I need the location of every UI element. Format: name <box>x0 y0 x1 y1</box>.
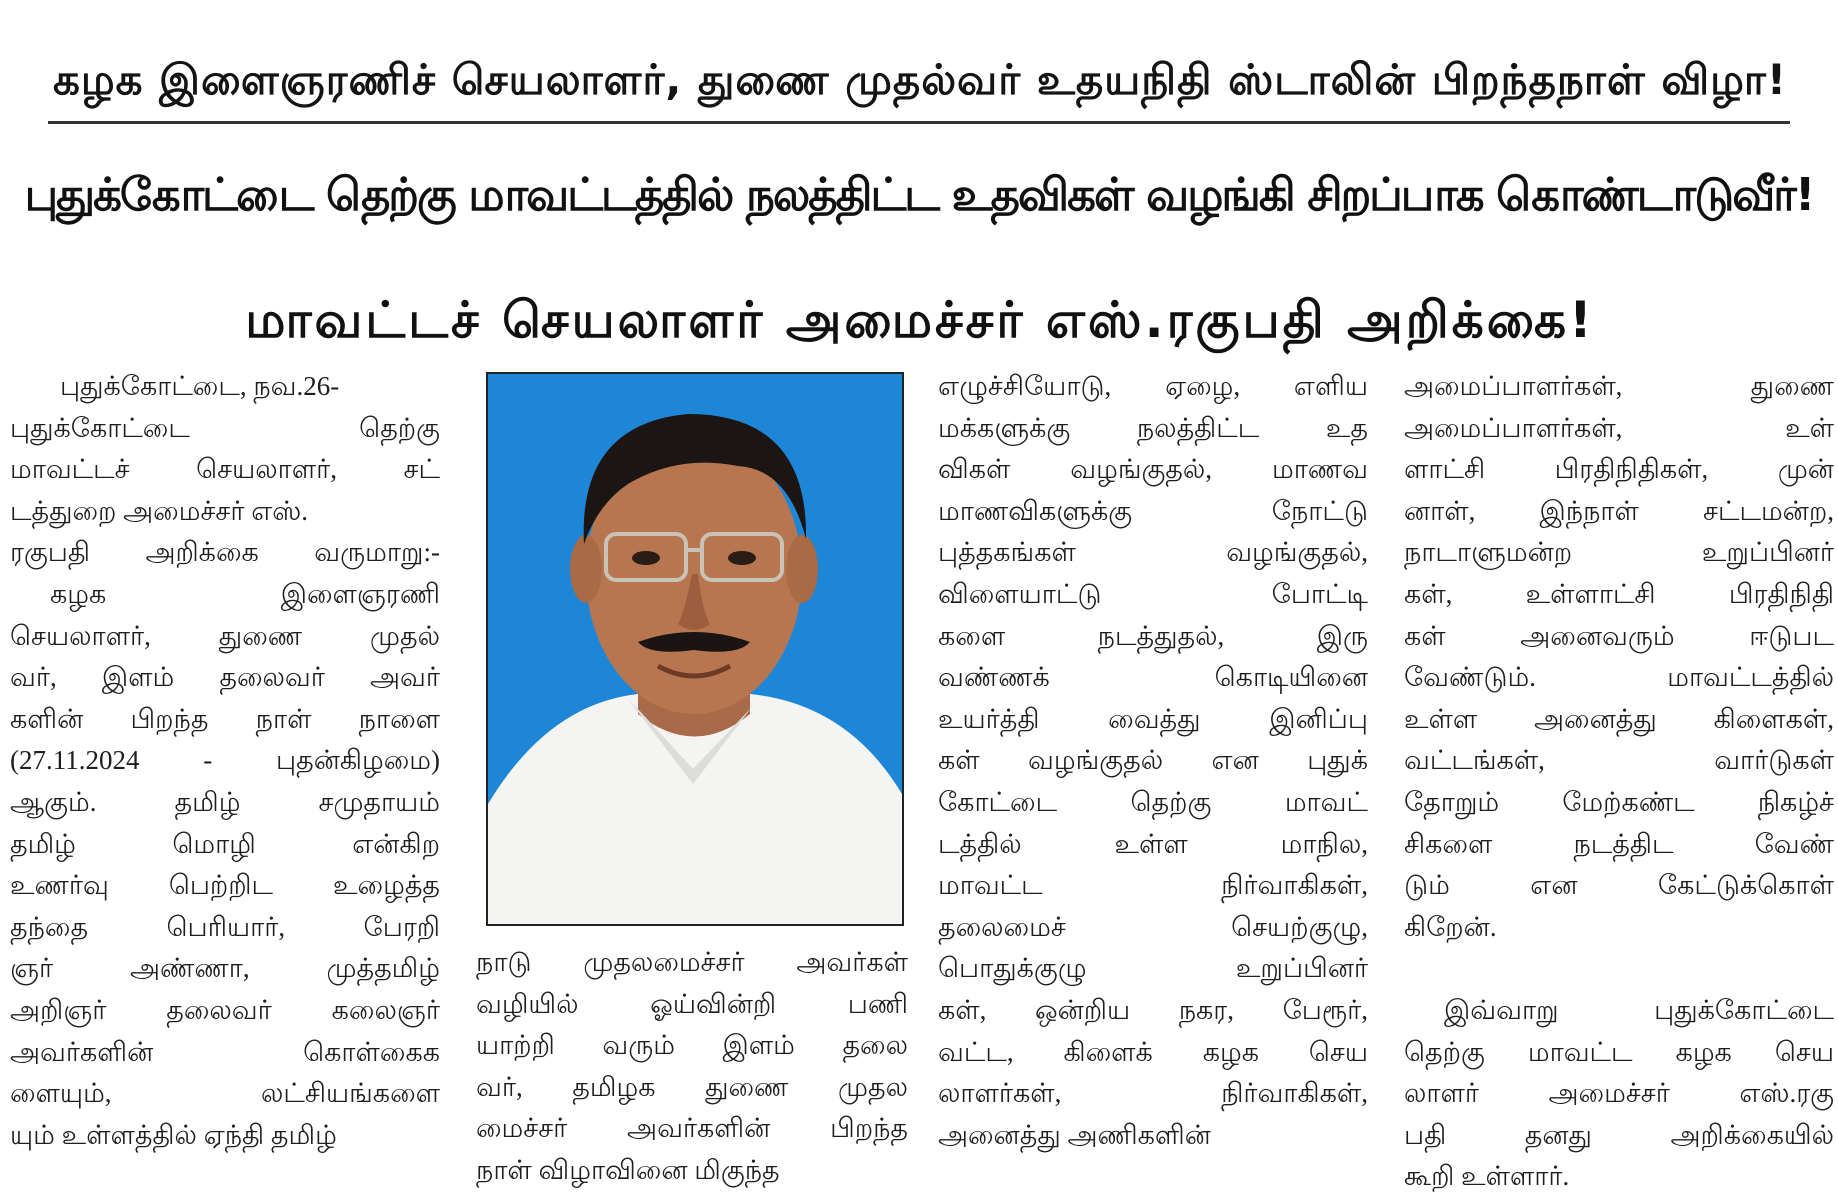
article-line <box>1404 948 1834 990</box>
article-line: கள், ஒன்றிய நகர, பேரூர், <box>938 994 1368 1025</box>
portrait-illustration <box>488 374 902 924</box>
article-line: இவ்வாறு புதுக்கோட்டை <box>1444 994 1834 1025</box>
article-line: அமைப்பாளர்கள், உள் <box>1404 412 1834 443</box>
article-line: வட்ட, கிளைக் கழக செய <box>938 1036 1368 1067</box>
article-line: பொதுக்குழு உறுப்பினர் <box>938 953 1368 984</box>
article-line: அனைத்து அணிகளின் <box>938 1119 1211 1150</box>
article-line: லாளர் அமைச்சர் எஸ்.ரகு <box>1404 1078 1834 1109</box>
article-line: விகள் வழங்குதல், மாணவ <box>938 454 1368 485</box>
article-line: டத்தில் உள்ள மாநில, <box>938 828 1368 859</box>
article-line: மாவட்டச் செயலாளர், சட் <box>10 454 440 485</box>
article-line: வேண்டும். மாவட்டத்தில் <box>1404 662 1834 693</box>
article-line: ஞர் அண்ணா, முத்தமிழ் <box>10 953 440 984</box>
article-line: கோட்டை தெற்கு மாவட் <box>938 786 1368 817</box>
article-line: கூறி உள்ளார். <box>1404 1161 1570 1192</box>
article-line: ளாட்சி பிரதிநிதிகள், முன் <box>1404 454 1834 485</box>
headline-sub: மாவட்டச் செயலாளர் அமைச்சர் எஸ்.ரகுபதி அறிக்கை! <box>245 291 1595 349</box>
article-column-3 <box>938 366 1368 1156</box>
article-line: நாடு முதலமைச்சர் அவர்கள் <box>476 947 908 977</box>
article-line: லாளர்கள், நிர்வாகிகள், <box>938 1078 1368 1109</box>
article-line: வட்டங்கள், வார்டுகள் <box>1404 745 1834 776</box>
headline-main: புதுக்கோட்டை தெற்கு மாவட்டத்தில் நலத்திட்ட உதவிகள் வழங்கி சிறப்பாக கொண்டாடுவீர்! <box>24 168 1814 221</box>
article-line: கிறேன். <box>1404 911 1497 942</box>
article-line: (27.11.2024 - புதன்கிழமை) <box>10 745 440 776</box>
article-line: அமைப்பாளர்கள், துணை <box>1404 371 1834 401</box>
article-column-2 <box>476 942 908 1192</box>
article-line: உணர்வு பெற்றிட உழைத்த <box>10 870 440 901</box>
article-column-4 <box>1404 366 1834 1198</box>
article-line: அறிஞர் தலைவர் கலைஞர் <box>10 994 440 1025</box>
article-line: வழியில் ஓய்வின்றி பணி <box>476 988 908 1019</box>
article-line: புத்தகங்கள் வழங்குதல், <box>938 537 1368 568</box>
article-line: புதுக்கோட்டை, நவ.26- <box>60 371 340 401</box>
article-line: கள் அனைவரும் ஈடுபட <box>1404 620 1834 651</box>
article-line: ளையும், லட்சியங்களை <box>10 1078 440 1109</box>
article-line: கள், உள்ளாட்சி பிரதிநிதி <box>1404 578 1834 609</box>
article-line: தந்தை பெரியார், பேரறி <box>10 911 440 942</box>
article-line: யாற்றி வரும் இளம் தலை <box>476 1030 908 1061</box>
article-line: விளையாட்டு போட்டி <box>938 578 1368 609</box>
article-line: உள்ள அனைத்து கிளைகள், <box>1404 703 1834 734</box>
article-line: மாவட்ட நிர்வாகிகள், <box>938 870 1368 901</box>
article-line: ரகுபதி அறிக்கை வருமாறு:- <box>10 537 440 568</box>
article-line: மக்களுக்கு நலத்திட்ட உத <box>938 412 1368 443</box>
headline-top: கழக இளைஞரணிச் செயலாளர், துணை முதல்வர் உதயநிதி ஸ்டாலின் பிறந்தநாள் விழா! <box>52 55 1788 104</box>
article-line: உயர்த்தி வைத்து இனிப்பு <box>938 703 1368 734</box>
article-line: பதி தனது அறிக்கையில் <box>1404 1119 1834 1150</box>
article-line: செயலாளர், துணை முதல் <box>10 620 440 651</box>
minister-portrait-photo <box>486 372 904 926</box>
article-line: நாள் விழாவினை மிகுந்த <box>476 1154 780 1185</box>
article-line: களை நடத்துதல், இரு <box>938 620 1368 651</box>
article-line: வர், தமிழக துணை முதல <box>476 1071 908 1102</box>
article-line: கள் வழங்குதல் என புதுக் <box>938 745 1368 776</box>
article-line: னாள், இந்நாள் சட்டமன்ற, <box>1404 495 1834 526</box>
article-line: மைச்சர் அவர்களின் பிறந்த <box>476 1113 908 1144</box>
article-line: புதுக்கோட்டை தெற்கு <box>10 412 440 443</box>
article-line: யும் உள்ளத்தில் ஏந்தி தமிழ் <box>10 1119 337 1150</box>
article-line: டும் என கேட்டுக்கொள் <box>1404 870 1834 901</box>
article-line: சிகளை நடத்திட வேண் <box>1404 828 1834 859</box>
article-column-1 <box>10 366 440 1156</box>
headline-divider <box>48 121 1790 124</box>
article-line: வண்ணக் கொடியினை <box>938 662 1368 693</box>
article-line: தோறும் மேற்கண்ட நிகழ்ச் <box>1404 786 1834 817</box>
article-line: நாடாளுமன்ற உறுப்பினர் <box>1404 537 1834 568</box>
article-line: மாணவிகளுக்கு நோட்டு <box>938 495 1368 526</box>
article-line: அவர்களின் கொள்கைக <box>10 1036 440 1067</box>
article-line: தமிழ் மொழி என்கிற <box>10 828 440 859</box>
article-line: தெற்கு மாவட்ட கழக செய <box>1404 1036 1834 1067</box>
article-line: தலைமைச் செயற்குழு, <box>938 911 1368 942</box>
article-line: களின் பிறந்த நாள் நாளை <box>10 703 440 734</box>
article-line: கழக இளைஞரணி <box>50 578 440 609</box>
article-line: டத்துறை அமைச்சர் எஸ். <box>10 495 309 526</box>
article-line: வர், இளம் தலைவர் அவர் <box>10 662 440 693</box>
article-line: ஆகும். தமிழ் சமுதாயம் <box>10 786 440 817</box>
article-line: எழுச்சியோடு, ஏழை, எளிய <box>938 371 1368 401</box>
